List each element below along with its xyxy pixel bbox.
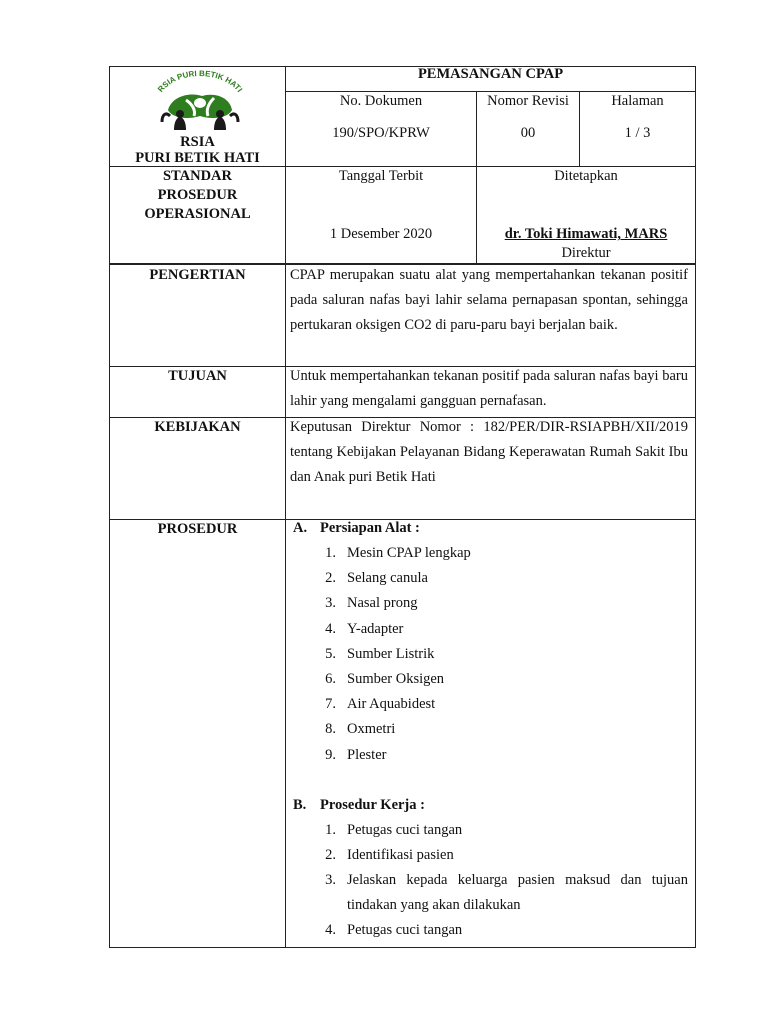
approver-role: Direktur: [561, 245, 611, 261]
list-item: Petugas cuci tangan: [347, 922, 463, 938]
list-item: Sumber Oksigen: [347, 671, 445, 687]
hospital-name-line2: PURI BETIK HATI: [135, 150, 260, 166]
list-number: 9.: [325, 746, 336, 763]
list-item: Petugas cuci tangan: [347, 822, 463, 838]
list-item: Nasal prong: [347, 595, 418, 612]
list-item: Oxmetri: [347, 721, 396, 738]
issue-date-label: Tanggal Terbit: [338, 168, 424, 184]
list-item: Sumber Listrik: [347, 645, 435, 662]
list-number: 7.: [325, 696, 336, 713]
list-item: Selang canula: [347, 570, 428, 587]
revision-label: Nomor Revisi: [487, 93, 569, 109]
prosedur-label: PROSEDUR: [157, 521, 238, 537]
list-item: Air Aquabidest: [347, 696, 436, 713]
tujuan-text: Untuk mempertahankan tekanan positif pada saluran nafas bayi baru lahir yang mengalami gangguan pernafasan.: [290, 368, 688, 409]
section-a-letter: A.: [293, 520, 308, 536]
list-number: 4.: [325, 922, 336, 938]
list-item: Mesin CPAP lengkap: [347, 545, 471, 561]
sop-label-line2: PROSEDUR: [157, 187, 238, 203]
document-title: PEMASANGAN CPAP: [417, 66, 564, 82]
doc-number-value: 190/SPO/KPRW: [332, 125, 430, 141]
list-number: 3.: [325, 872, 336, 888]
list-item: Jelaskan kepada keluarga pasien maksud dan tujuan tindakan yang akan dilakukan: [347, 872, 688, 913]
tujuan-label: TUJUAN: [168, 368, 227, 384]
pengertian-text: CPAP merupakan suatu alat yang mempertahankan tekanan positif pada saluran nafas bayi lahir selama pernapasan spontan, sehingga pertukaran oksigen CO2 di paru-paru bayi berjalan baik.: [290, 267, 688, 333]
pengertian-label: PENGERTIAN: [149, 267, 246, 283]
list-item: Y-adapter: [347, 620, 404, 637]
list-number: 6.: [325, 671, 336, 687]
svg-text:RSIA PURI BETIK HATI: [156, 70, 244, 94]
hospital-logo: [150, 70, 250, 132]
section-b-letter: B.: [293, 797, 307, 813]
list-number: 2.: [325, 847, 336, 863]
list-number: 8.: [325, 721, 336, 738]
logo-text: RSIA PURI BETIK HATI: [156, 70, 245, 94]
kebijakan-label: KEBIJAKAN: [154, 419, 241, 435]
page-value: 1 / 3: [624, 125, 651, 141]
hospital-name-line1: RSIA: [180, 134, 215, 150]
list-number: 4.: [325, 620, 336, 637]
section-b-title: Prosedur Kerja :: [320, 797, 425, 813]
doc-number-label: No. Dokumen: [339, 93, 423, 109]
kebijakan-text: Keputusan Direktur Nomor : 182/PER/DIR-RSIAPBH/XII/2019 tentang Kebijakan Pelayanan Bidang Keperawatan Rumah Sakit Ibu dan Anak puri Betik Hati: [290, 419, 688, 485]
list-number: 1.: [325, 822, 336, 838]
list-number: 5.: [325, 645, 336, 662]
list-number: 2.: [325, 570, 336, 587]
list-item: Identifikasi pasien: [347, 847, 454, 863]
approver-name: dr. Toki Himawati, MARS: [504, 226, 668, 242]
revision-value: 00: [520, 125, 536, 141]
approved-label: Ditetapkan: [554, 168, 618, 184]
page-label: Halaman: [611, 93, 664, 109]
issue-date-value: 1 Desember 2020: [329, 226, 433, 242]
sop-label-line1: STANDAR: [162, 168, 233, 184]
list-number: 1.: [325, 545, 336, 561]
sop-label-line3: OPERASIONAL: [144, 206, 251, 222]
prosedur-label-cell: [109, 519, 286, 948]
section-a-title: Persiapan Alat :: [320, 520, 420, 536]
list-number: 3.: [325, 595, 336, 612]
list-item: Plester: [347, 746, 387, 763]
